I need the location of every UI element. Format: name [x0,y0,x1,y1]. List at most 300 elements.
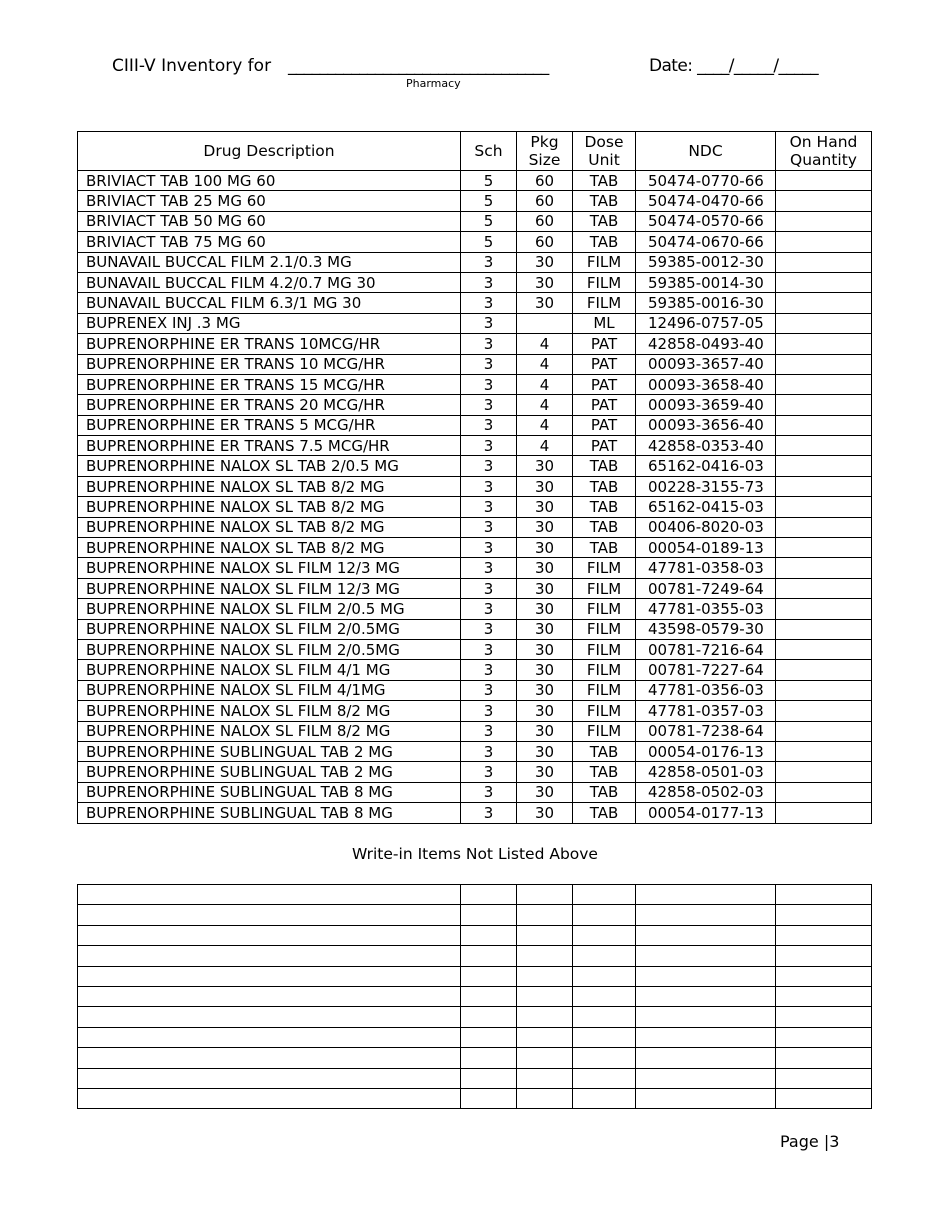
writein-cell[interactable] [776,946,872,966]
cell-pkg-size: 30 [517,578,573,598]
writein-cell[interactable] [78,966,461,986]
cell-on-hand-quantity[interactable] [776,374,872,394]
writein-cell[interactable] [573,1048,636,1068]
cell-dose-unit: FILM [573,599,636,619]
cell-dose-unit: FILM [573,272,636,292]
table-row [78,803,872,823]
cell-pkg-size: 60 [517,171,573,191]
writein-cell[interactable] [517,946,573,966]
cell-ndc: 00781-7238-64 [636,721,776,741]
writein-row [78,905,872,925]
cell-pkg-size: 30 [517,476,573,496]
cell-on-hand-quantity[interactable] [776,680,872,700]
cell-on-hand-quantity[interactable] [776,293,872,313]
cell-pkg-size: 30 [517,599,573,619]
cell-drug-description: BUPRENORPHINE ER TRANS 15 MCG/HR [78,374,461,394]
cell-on-hand-quantity[interactable] [776,334,872,354]
cell-sch: 3 [461,517,517,537]
table-row [78,782,872,802]
writein-cell[interactable] [636,1027,776,1047]
writein-cell[interactable] [78,1027,461,1047]
writein-cell[interactable] [636,1068,776,1088]
cell-ndc: 00781-7216-64 [636,639,776,659]
writein-cell[interactable] [517,1027,573,1047]
cell-on-hand-quantity[interactable] [776,252,872,272]
cell-dose-unit: PAT [573,354,636,374]
cell-sch: 3 [461,334,517,354]
cell-ndc: 65162-0415-03 [636,497,776,517]
writein-row [78,885,872,905]
cell-ndc: 00054-0189-13 [636,538,776,558]
cell-ndc: 47781-0357-03 [636,701,776,721]
writein-cell[interactable] [573,905,636,925]
table-row [78,476,872,496]
writein-cell[interactable] [636,986,776,1006]
cell-pkg-size: 30 [517,619,573,639]
cell-on-hand-quantity[interactable] [776,191,872,211]
cell-on-hand-quantity[interactable] [776,354,872,374]
writein-cell[interactable] [78,1068,461,1088]
writein-cell[interactable] [776,966,872,986]
cell-ndc: 00781-7227-64 [636,660,776,680]
table-row [78,701,872,721]
writein-cell[interactable] [517,1088,573,1108]
cell-pkg-size: 30 [517,558,573,578]
writein-table [77,884,872,1109]
cell-dose-unit: FILM [573,701,636,721]
cell-dose-unit: TAB [573,741,636,761]
writein-section-title: Write-in Items Not Listed Above [352,845,598,863]
cell-drug-description: BUPRENORPHINE NALOX SL FILM 4/1 MG [78,660,461,680]
cell-sch: 5 [461,211,517,231]
page-header [0,56,950,96]
cell-dose-unit: TAB [573,211,636,231]
cell-drug-description: BUPRENORPHINE NALOX SL FILM 12/3 MG [78,558,461,578]
writein-row [78,925,872,945]
cell-sch: 3 [461,272,517,292]
column-header-dose-unit: Dose Unit [573,132,636,171]
table-row [78,252,872,272]
table-row [78,538,872,558]
cell-drug-description: BUPRENORPHINE NALOX SL FILM 2/0.5MG [78,619,461,639]
table-row [78,639,872,659]
cell-sch: 3 [461,680,517,700]
cell-drug-description: BRIVIACT TAB 25 MG 60 [78,191,461,211]
table-row [78,272,872,292]
cell-drug-description: BUPRENORPHINE NALOX SL TAB 8/2 MG [78,517,461,537]
cell-sch: 3 [461,293,517,313]
table-header-row [78,132,872,171]
cell-sch: 3 [461,476,517,496]
cell-dose-unit: TAB [573,782,636,802]
table-row [78,762,872,782]
cell-on-hand-quantity[interactable] [776,782,872,802]
writein-cell[interactable] [78,925,461,945]
date-field[interactable]: Date: ____/_____/_____ [649,56,819,76]
writein-cell[interactable] [636,1088,776,1108]
cell-pkg-size: 60 [517,191,573,211]
cell-sch: 5 [461,232,517,252]
table-row [78,334,872,354]
cell-ndc: 00093-3656-40 [636,415,776,435]
cell-ndc: 47781-0358-03 [636,558,776,578]
pharmacy-blank-line[interactable]: _________________________________ [288,56,549,76]
cell-pkg-size: 30 [517,762,573,782]
cell-pkg-size: 30 [517,660,573,680]
cell-sch: 3 [461,803,517,823]
table-row [78,191,872,211]
writein-cell[interactable] [573,1007,636,1027]
cell-on-hand-quantity[interactable] [776,415,872,435]
cell-ndc: 12496-0757-05 [636,313,776,333]
cell-on-hand-quantity[interactable] [776,741,872,761]
writein-cell[interactable] [573,966,636,986]
writein-cell[interactable] [636,1048,776,1068]
writein-cell[interactable] [776,986,872,1006]
cell-ndc: 50474-0670-66 [636,232,776,252]
cell-pkg-size: 4 [517,374,573,394]
cell-on-hand-quantity[interactable] [776,578,872,598]
writein-cell[interactable] [573,1027,636,1047]
inventory-title: CIII-V Inventory for [112,56,272,76]
cell-dose-unit: TAB [573,803,636,823]
cell-sch: 5 [461,171,517,191]
cell-sch: 3 [461,619,517,639]
cell-on-hand-quantity[interactable] [776,660,872,680]
cell-dose-unit: FILM [573,721,636,741]
cell-on-hand-quantity[interactable] [776,803,872,823]
writein-cell[interactable] [776,905,872,925]
cell-pkg-size [517,313,573,333]
cell-pkg-size: 4 [517,436,573,456]
writein-cell[interactable] [461,885,517,905]
writein-cell[interactable] [636,925,776,945]
cell-sch: 5 [461,191,517,211]
table-row [78,415,872,435]
cell-pkg-size: 30 [517,680,573,700]
cell-on-hand-quantity[interactable] [776,701,872,721]
writein-row [78,986,872,1006]
cell-pkg-size: 30 [517,538,573,558]
cell-ndc: 00781-7249-64 [636,578,776,598]
cell-on-hand-quantity[interactable] [776,639,872,659]
writein-cell[interactable] [517,925,573,945]
writein-cell[interactable] [573,986,636,1006]
cell-ndc: 00054-0176-13 [636,741,776,761]
cell-dose-unit: FILM [573,558,636,578]
cell-ndc: 50474-0770-66 [636,171,776,191]
cell-drug-description: BUPRENORPHINE NALOX SL FILM 2/0.5MG [78,639,461,659]
table-row [78,354,872,374]
writein-row [78,1048,872,1068]
cell-dose-unit: TAB [573,497,636,517]
writein-cell[interactable] [461,966,517,986]
cell-drug-description: BUNAVAIL BUCCAL FILM 6.3/1 MG 30 [78,293,461,313]
table-row [78,517,872,537]
cell-pkg-size: 30 [517,272,573,292]
cell-drug-description: BUPRENORPHINE SUBLINGUAL TAB 8 MG [78,803,461,823]
table-row [78,558,872,578]
writein-cell[interactable] [517,1007,573,1027]
writein-cell[interactable] [573,1068,636,1088]
cell-sch: 3 [461,456,517,476]
cell-sch: 3 [461,497,517,517]
cell-dose-unit: TAB [573,762,636,782]
cell-on-hand-quantity[interactable] [776,619,872,639]
cell-ndc: 42858-0493-40 [636,334,776,354]
cell-on-hand-quantity[interactable] [776,517,872,537]
cell-sch: 3 [461,395,517,415]
writein-cell[interactable] [78,986,461,1006]
cell-sch: 3 [461,415,517,435]
cell-pkg-size: 4 [517,395,573,415]
column-header-pkg-size: Pkg Size [517,132,573,171]
writein-cell[interactable] [776,1007,872,1027]
cell-on-hand-quantity[interactable] [776,171,872,191]
cell-on-hand-quantity[interactable] [776,721,872,741]
table-row [78,436,872,456]
writein-cell[interactable] [776,1027,872,1047]
writein-cell[interactable] [776,1068,872,1088]
writein-cell[interactable] [573,946,636,966]
cell-sch: 3 [461,252,517,272]
writein-cell[interactable] [78,905,461,925]
cell-sch: 3 [461,558,517,578]
cell-on-hand-quantity[interactable] [776,211,872,231]
writein-cell[interactable] [776,885,872,905]
table-row [78,395,872,415]
cell-on-hand-quantity[interactable] [776,232,872,252]
writein-cell[interactable] [78,885,461,905]
writein-cell[interactable] [78,1007,461,1027]
writein-cell[interactable] [573,925,636,945]
table-row [78,660,872,680]
column-header-sch: Sch [461,132,517,171]
writein-cell[interactable] [776,925,872,945]
writein-cell[interactable] [776,1088,872,1108]
table-row [78,721,872,741]
cell-dose-unit: PAT [573,436,636,456]
cell-drug-description: BUPRENORPHINE NALOX SL TAB 8/2 MG [78,538,461,558]
cell-sch: 3 [461,741,517,761]
inventory-table [77,131,872,824]
cell-dose-unit: FILM [573,619,636,639]
cell-on-hand-quantity[interactable] [776,599,872,619]
cell-dose-unit: FILM [573,293,636,313]
cell-sch: 3 [461,599,517,619]
cell-drug-description: BUPRENORPHINE SUBLINGUAL TAB 2 MG [78,762,461,782]
cell-ndc: 47781-0355-03 [636,599,776,619]
cell-ndc: 42858-0353-40 [636,436,776,456]
writein-cell[interactable] [517,966,573,986]
cell-drug-description: BUNAVAIL BUCCAL FILM 4.2/0.7 MG 30 [78,272,461,292]
cell-dose-unit: FILM [573,252,636,272]
writein-cell[interactable] [636,1007,776,1027]
cell-pkg-size: 30 [517,721,573,741]
cell-sch: 3 [461,374,517,394]
cell-ndc: 00054-0177-13 [636,803,776,823]
cell-drug-description: BUPRENORPHINE SUBLINGUAL TAB 2 MG [78,741,461,761]
cell-pkg-size: 30 [517,252,573,272]
cell-sch: 3 [461,660,517,680]
writein-cell[interactable] [461,986,517,1006]
writein-cell[interactable] [461,1068,517,1088]
table-row [78,211,872,231]
writein-cell[interactable] [78,946,461,966]
cell-ndc: 59385-0012-30 [636,252,776,272]
cell-pkg-size: 4 [517,334,573,354]
writein-row [78,1088,872,1108]
cell-on-hand-quantity[interactable] [776,497,872,517]
cell-dose-unit: FILM [573,680,636,700]
writein-cell[interactable] [461,905,517,925]
cell-sch: 3 [461,354,517,374]
cell-ndc: 50474-0570-66 [636,211,776,231]
cell-on-hand-quantity[interactable] [776,538,872,558]
writein-row [78,1027,872,1047]
cell-dose-unit: TAB [573,232,636,252]
cell-sch: 3 [461,701,517,721]
cell-dose-unit: PAT [573,415,636,435]
cell-drug-description: BUPRENORPHINE SUBLINGUAL TAB 8 MG [78,782,461,802]
cell-on-hand-quantity[interactable] [776,558,872,578]
cell-ndc: 47781-0356-03 [636,680,776,700]
writein-cell[interactable] [636,946,776,966]
table-row [78,497,872,517]
cell-ndc: 00228-3155-73 [636,476,776,496]
cell-sch: 3 [461,762,517,782]
writein-cell[interactable] [461,925,517,945]
cell-ndc: 50474-0470-66 [636,191,776,211]
table-row [78,578,872,598]
cell-dose-unit: TAB [573,517,636,537]
cell-sch: 3 [461,578,517,598]
writein-cell[interactable] [78,1088,461,1108]
cell-pkg-size: 30 [517,456,573,476]
cell-dose-unit: TAB [573,538,636,558]
writein-row [78,1007,872,1027]
cell-on-hand-quantity[interactable] [776,436,872,456]
writein-row [78,966,872,986]
writein-row [78,946,872,966]
cell-dose-unit: PAT [573,374,636,394]
cell-ndc: 65162-0416-03 [636,456,776,476]
writein-cell[interactable] [573,885,636,905]
cell-on-hand-quantity[interactable] [776,313,872,333]
cell-dose-unit: FILM [573,639,636,659]
cell-on-hand-quantity[interactable] [776,762,872,782]
cell-on-hand-quantity[interactable] [776,456,872,476]
cell-pkg-size: 30 [517,639,573,659]
column-header-ndc: NDC [636,132,776,171]
cell-sch: 3 [461,436,517,456]
cell-drug-description: BUPRENORPHINE ER TRANS 7.5 MCG/HR [78,436,461,456]
cell-dose-unit: PAT [573,395,636,415]
cell-drug-description: BUPRENORPHINE NALOX SL TAB 8/2 MG [78,476,461,496]
writein-cell[interactable] [636,885,776,905]
cell-drug-description: BUPRENORPHINE ER TRANS 10MCG/HR [78,334,461,354]
table-row [78,374,872,394]
writein-cell[interactable] [517,885,573,905]
cell-pkg-size: 60 [517,211,573,231]
cell-on-hand-quantity[interactable] [776,395,872,415]
cell-dose-unit: FILM [573,578,636,598]
cell-ndc: 43598-0579-30 [636,619,776,639]
cell-pkg-size: 60 [517,232,573,252]
cell-pkg-size: 30 [517,782,573,802]
writein-cell[interactable] [517,905,573,925]
cell-dose-unit: PAT [573,334,636,354]
cell-ndc: 42858-0501-03 [636,762,776,782]
cell-drug-description: BUPRENORPHINE NALOX SL TAB 2/0.5 MG [78,456,461,476]
writein-cell[interactable] [636,966,776,986]
cell-ndc: 00093-3659-40 [636,395,776,415]
writein-cell[interactable] [461,1088,517,1108]
cell-ndc: 59385-0014-30 [636,272,776,292]
table-row [78,456,872,476]
writein-cell[interactable] [517,1048,573,1068]
cell-drug-description: BUPRENORPHINE ER TRANS 5 MCG/HR [78,415,461,435]
cell-dose-unit: TAB [573,476,636,496]
cell-on-hand-quantity[interactable] [776,272,872,292]
writein-cell[interactable] [636,905,776,925]
page-number: Page |3 [780,1132,840,1151]
table-row [78,599,872,619]
writein-cell[interactable] [573,1088,636,1108]
cell-dose-unit: TAB [573,191,636,211]
cell-ndc: 00093-3657-40 [636,354,776,374]
writein-cell[interactable] [517,986,573,1006]
table-row [78,171,872,191]
cell-drug-description: BUPRENORPHINE NALOX SL FILM 12/3 MG [78,578,461,598]
column-header-drug-description: Drug Description [78,132,461,171]
table-row [78,232,872,252]
writein-cell[interactable] [461,1048,517,1068]
cell-sch: 3 [461,721,517,741]
writein-cell[interactable] [78,1048,461,1068]
cell-sch: 3 [461,782,517,802]
writein-cell[interactable] [776,1048,872,1068]
table-row [78,741,872,761]
cell-pkg-size: 30 [517,497,573,517]
writein-cell[interactable] [461,1027,517,1047]
cell-drug-description: BUPRENORPHINE ER TRANS 20 MCG/HR [78,395,461,415]
cell-on-hand-quantity[interactable] [776,476,872,496]
writein-row [78,1068,872,1088]
cell-drug-description: BUPRENORPHINE ER TRANS 10 MCG/HR [78,354,461,374]
cell-pkg-size: 30 [517,803,573,823]
cell-drug-description: BUPRENORPHINE NALOX SL FILM 2/0.5 MG [78,599,461,619]
cell-drug-description: BRIVIACT TAB 100 MG 60 [78,171,461,191]
writein-cell[interactable] [461,946,517,966]
writein-cell[interactable] [517,1068,573,1088]
cell-dose-unit: FILM [573,660,636,680]
cell-drug-description: BUPRENORPHINE NALOX SL FILM 8/2 MG [78,721,461,741]
table-row [78,680,872,700]
cell-drug-description: BUPRENORPHINE NALOX SL FILM 8/2 MG [78,701,461,721]
cell-drug-description: BRIVIACT TAB 50 MG 60 [78,211,461,231]
cell-pkg-size: 4 [517,354,573,374]
table-row [78,619,872,639]
pharmacy-label: Pharmacy [406,77,461,90]
cell-drug-description: BRIVIACT TAB 75 MG 60 [78,232,461,252]
table-row [78,313,872,333]
cell-sch: 3 [461,538,517,558]
cell-pkg-size: 30 [517,701,573,721]
cell-ndc: 42858-0502-03 [636,782,776,802]
cell-drug-description: BUPRENEX INJ .3 MG [78,313,461,333]
writein-cell[interactable] [461,1007,517,1027]
